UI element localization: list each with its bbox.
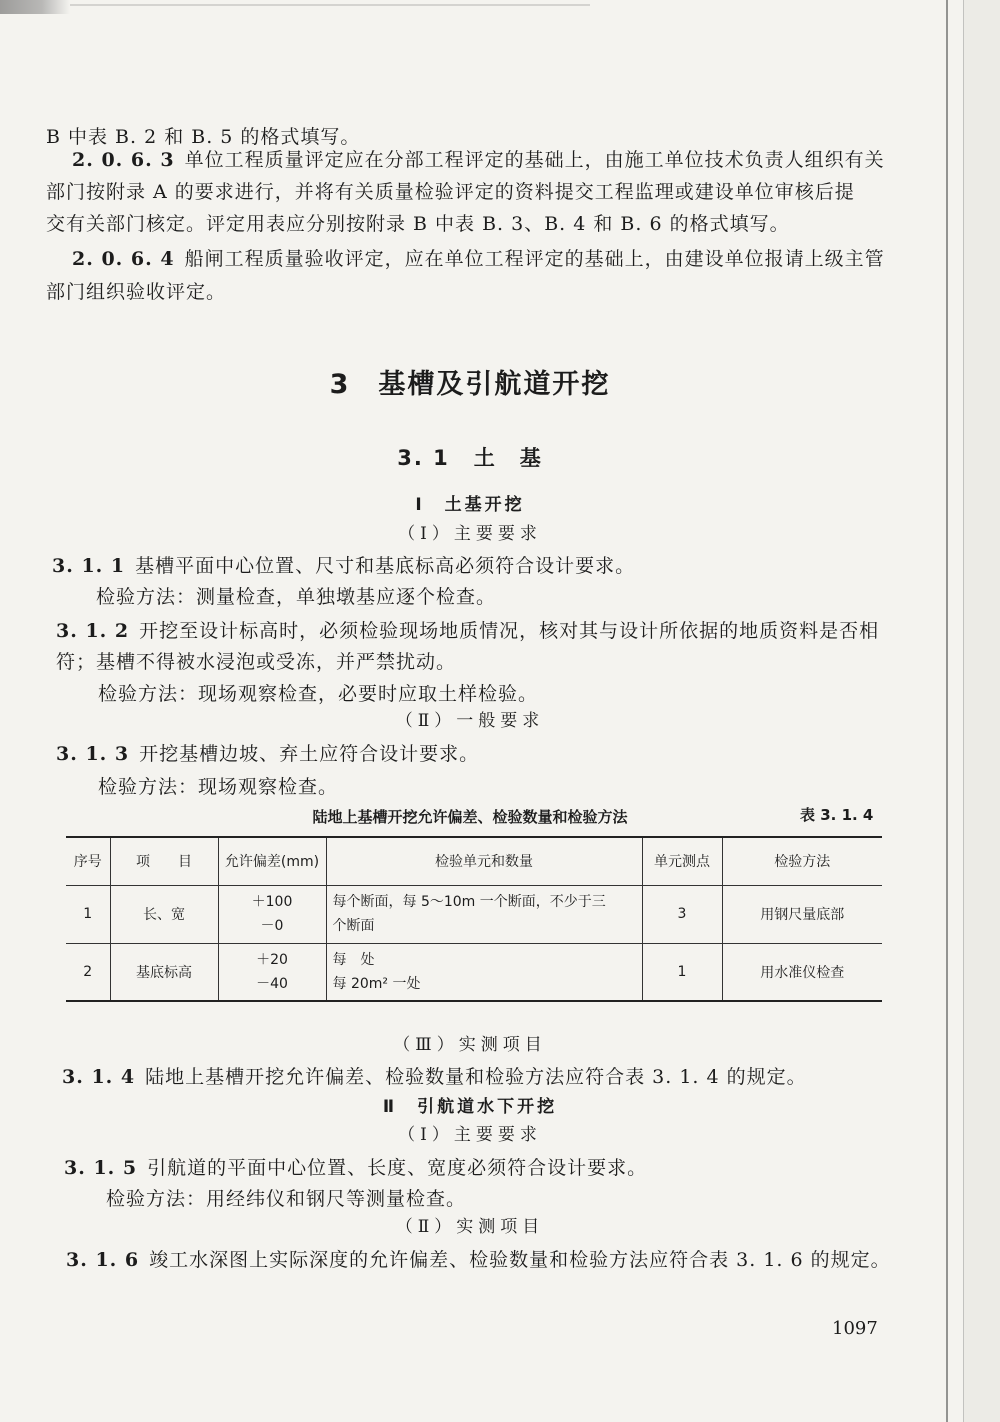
part2-main-requirements: （Ⅰ）主要要求 — [398, 1125, 542, 1145]
clause-number: 2. 0. 6. 3 — [72, 149, 175, 171]
table-row — [66, 943, 882, 1001]
header-no: 序号 — [66, 837, 110, 885]
section-title — [0, 442, 940, 472]
clause-311 — [52, 551, 635, 582]
clause-311-method: 检验方法：测量检查，单独墩基应逐个检查。 — [96, 586, 497, 608]
clause-312-method: 检验方法：现场观察检查，必要时应取土样检验。 — [98, 683, 539, 705]
header-deviation: 允许偏差(mm) — [218, 837, 326, 885]
clause-number: 3. 1. 2 — [56, 620, 130, 642]
binding-edge-inner — [963, 0, 964, 1422]
clause-number: 3. 1. 3 — [56, 743, 130, 765]
clause-314 — [62, 1062, 807, 1093]
cell-points: 3 — [642, 885, 722, 943]
clause-2063-line3: 交有关部门核定。评定用表应分别按附录 B 中表 B. 3、B. 4 和 B. 6 的格式填写。 — [46, 213, 790, 235]
deviation-table — [66, 836, 882, 1002]
clause-text: 陆地上基槽开挖允许偏差、检验数量和检验方法应符合表 3. 1. 4 的规定。 — [145, 1066, 807, 1088]
part1-title: Ⅰ 土基开挖 — [415, 495, 525, 515]
section-title-text: 土 基 — [473, 446, 543, 470]
chapter-number: 3 — [329, 369, 351, 400]
part1-main-requirements: （Ⅰ）主要要求 — [398, 524, 542, 544]
table-row — [66, 885, 882, 943]
scan-smudge — [0, 0, 70, 14]
scan-artifact-line — [70, 4, 590, 6]
cell-item: 基底标高 — [110, 943, 218, 1001]
scan-margin — [964, 0, 1000, 1422]
clause-number: 3. 1. 1 — [52, 555, 126, 577]
header-item: 项 目 — [110, 837, 218, 885]
table-number: 表 3. 1. 4 — [800, 806, 874, 824]
deviation-plus: ＋20 — [256, 951, 288, 968]
clause-number: 3. 1. 5 — [64, 1157, 138, 1179]
cell-deviation — [218, 943, 326, 1001]
part1-general-requirements: （Ⅱ）一般要求 — [395, 711, 545, 731]
cell-method: 用水准仪检查 — [722, 943, 882, 1001]
cell-unit-quantity — [326, 943, 642, 1001]
clause-text: 开挖基槽边坡、弃土应符合设计要求。 — [139, 743, 480, 765]
cell-deviation — [218, 885, 326, 943]
clause-315-method: 检验方法：用经纬仪和钢尺等测量检查。 — [106, 1188, 467, 1210]
clause-number: 2. 0. 6. 4 — [72, 248, 175, 270]
cell-points: 1 — [642, 943, 722, 1001]
header-points: 单元测点 — [642, 837, 722, 885]
chapter-title-text: 基槽及引航道开挖 — [378, 369, 611, 400]
clause-315 — [64, 1153, 647, 1184]
clause-text: 引航道的平面中心位置、长度、宽度必须符合设计要求。 — [147, 1157, 648, 1179]
chapter-title — [0, 362, 940, 401]
part2-title: Ⅱ 引航道水下开挖 — [382, 1097, 558, 1117]
clause-text: 开挖至设计标高时，必须检验现场地质情况，核对其与设计所依据的地质资料是否相 — [139, 620, 880, 642]
table-header-row — [66, 837, 882, 885]
deviation-minus: －40 — [256, 975, 288, 992]
cell-method: 用钢尺量底部 — [722, 885, 882, 943]
table-caption: 陆地上基槽开挖允许偏差、检验数量和检验方法 — [312, 808, 628, 826]
clause-2064-line1 — [72, 244, 885, 275]
cell-item: 长、宽 — [110, 885, 218, 943]
clause-text: 竣工水深图上实际深度的允许偏差、检验数量和检验方法应符合表 3. 1. 6 的规定。 — [149, 1249, 891, 1271]
binding-edge — [946, 0, 948, 1422]
part2-measured-items: （Ⅱ）实测项目 — [395, 1217, 545, 1237]
clause-313-method: 检验方法：现场观察检查。 — [98, 776, 339, 798]
quantity-line1: 每 处 — [332, 951, 375, 968]
cell-unit-quantity — [326, 885, 642, 943]
clause-2064-line2: 部门组织验收评定。 — [46, 281, 227, 303]
clause-text: 船闸工程质量验收评定，应在单位工程评定的基础上，由建设单位报请上级主管 — [184, 248, 885, 270]
header-method: 检验方法 — [722, 837, 882, 885]
quantity-line1: 每个断面，每 5～10m 一个断面，不少于三 — [332, 894, 606, 910]
clause-2063-line1 — [72, 145, 885, 176]
clause-text: 单位工程质量评定应在分部工程评定的基础上，由施工单位技术负责人组织有关 — [184, 149, 885, 171]
clause-text: 基槽平面中心位置、尺寸和基底标高必须符合设计要求。 — [135, 555, 636, 577]
header-unit-quantity: 检验单元和数量 — [326, 837, 642, 885]
cell-no: 2 — [66, 943, 110, 1001]
clause-312-line2: 符；基槽不得被水浸泡或受冻，并严禁扰动。 — [56, 651, 457, 673]
clause-number: 3. 1. 4 — [62, 1066, 136, 1088]
deviation-plus: ＋100 — [251, 894, 293, 910]
clause-2063-line2: 部门按附录 A 的要求进行，并将有关质量检验评定的资料提交工程监理或建设单位审核后提 — [46, 181, 855, 203]
quantity-line2: 个断面 — [332, 918, 375, 934]
clause-number: 3. 1. 6 — [66, 1249, 140, 1271]
clause-312-line1 — [56, 616, 879, 647]
part1-measured-items: （Ⅲ）实测项目 — [393, 1035, 547, 1055]
deviation-minus: －0 — [260, 918, 284, 934]
section-number: 3. 1 — [397, 446, 450, 470]
paragraph-continuation: B 中表 B. 2 和 B. 5 的格式填写。 — [46, 126, 361, 148]
page-number: 1097 — [832, 1318, 878, 1339]
cell-no: 1 — [66, 885, 110, 943]
quantity-line2: 每 20m² 一处 — [332, 975, 421, 992]
clause-316 — [66, 1245, 891, 1276]
clause-313 — [56, 739, 479, 770]
